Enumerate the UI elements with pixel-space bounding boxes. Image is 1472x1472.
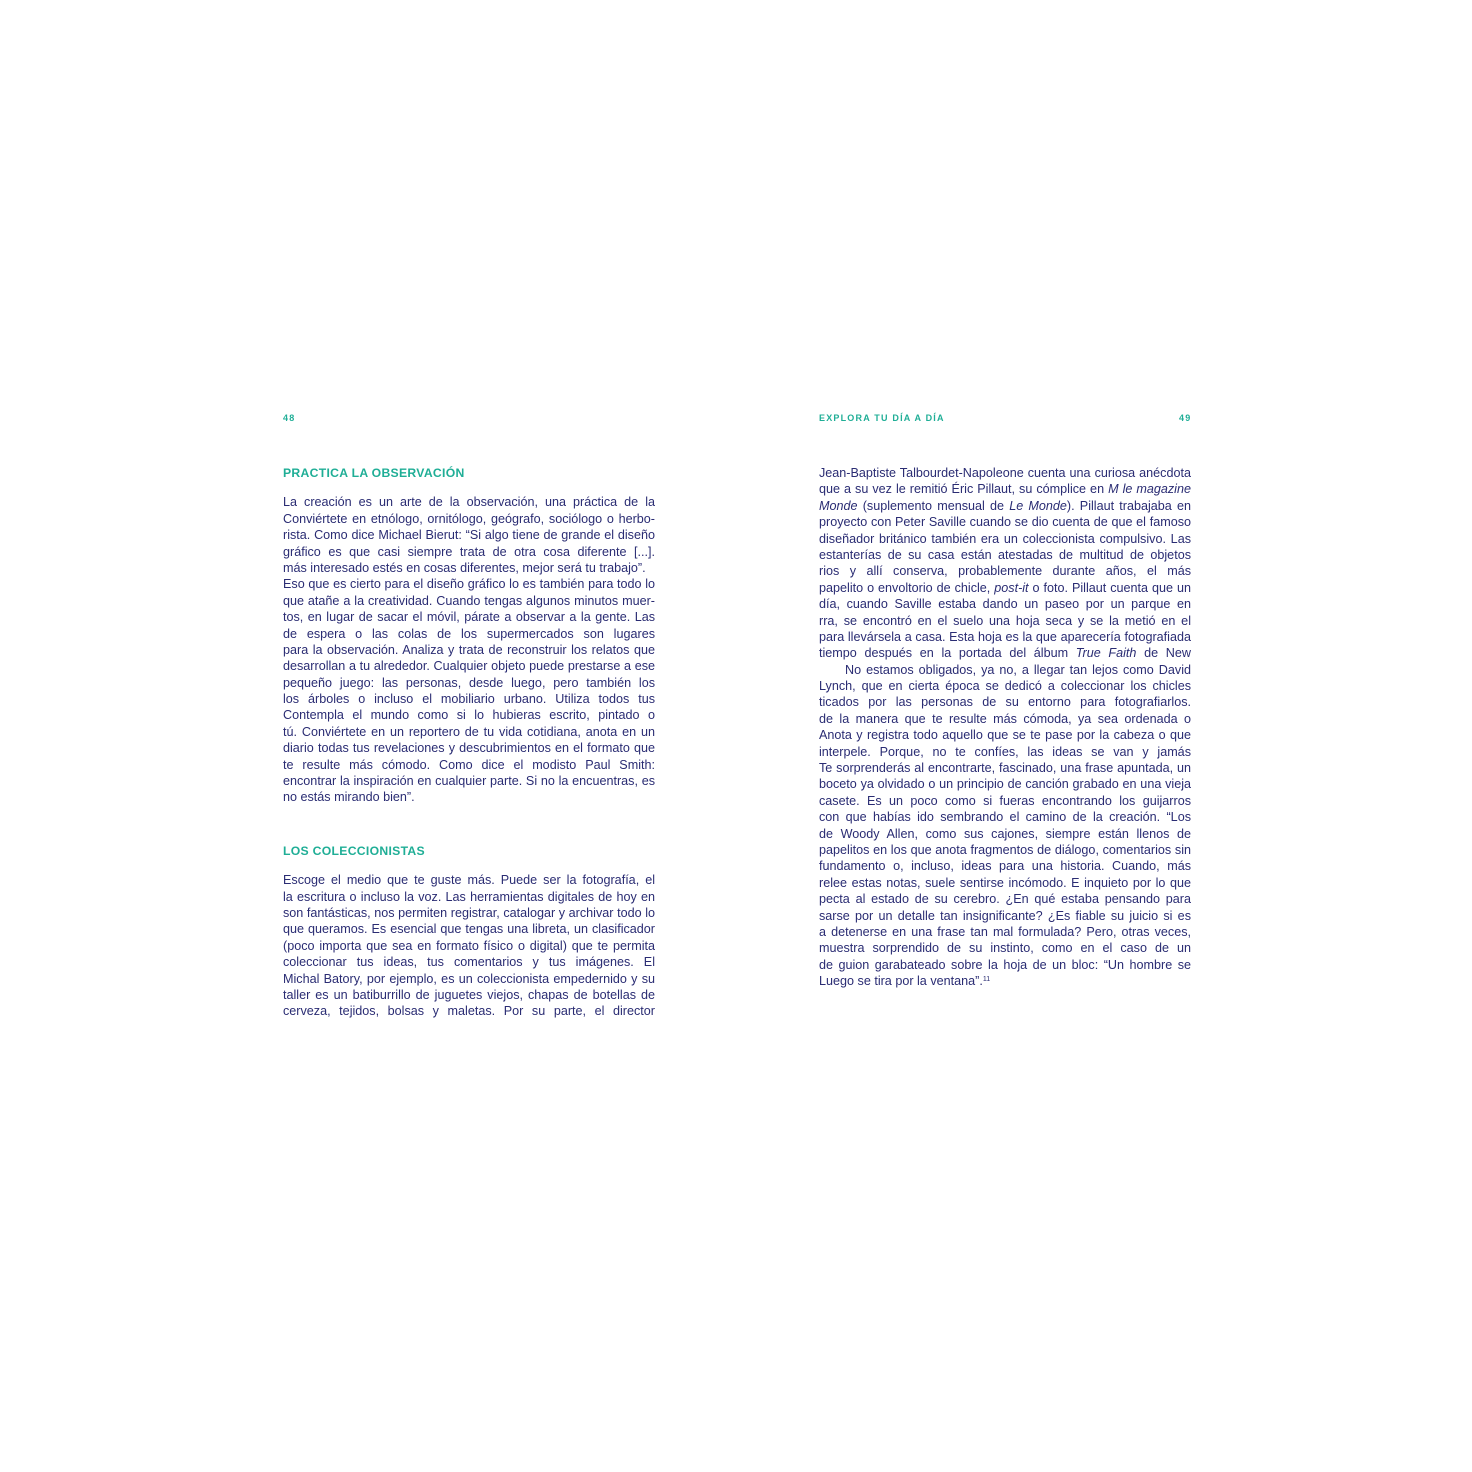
text-line: La creación es un arte de la observación, una práctica de la [283, 495, 655, 510]
text-span: ). Pillaut trabajaba en [1066, 498, 1191, 513]
text-line: Te sorprenderás al encontrarte, fascinado, una frase apuntada, un [819, 761, 1191, 776]
text-line: para llevársela a casa. Esta hoja es la que aparecería fotografiada [819, 629, 1191, 644]
text-line: coleccionar tus ideas, tus comentarios y tus imágenes. El [283, 955, 655, 970]
text-line: boceto ya olvidado o un principio de canción grabado en una vieja [819, 777, 1191, 792]
text-line: los árboles o incluso el mobiliario urbano. Utiliza todos tus [283, 692, 655, 707]
paragraph-saville [819, 465, 1191, 662]
text-span: que a su vez le remitió Éric Pillaut, su cómplice en [819, 482, 1109, 497]
text-line: de Woody Allen, como sus cajones, siempre están llenos de [819, 826, 1191, 841]
text-line: tú. Conviértete en un reportero de tu vida cotidiana, anota en un [283, 724, 655, 739]
section-heading-coleccionistas: LOS COLECCIONISTAS [283, 843, 425, 858]
text-line: que queramos. Es esencial que tengas una libreta, un clasificador [283, 922, 655, 937]
text-line: que atañe a la creatividad. Cuando tengas algunos minutos muer- [283, 593, 655, 608]
text-line [819, 580, 1191, 596]
text-line: a detenerse en una frase tan mal formulada? Pero, otras veces, [819, 924, 1191, 939]
text-line: proyecto con Peter Saville cuando se dio cuenta de que el famoso [819, 515, 1191, 530]
text-line: gráfico es que casi siempre trata de otra cosa diferente [...]. [283, 544, 655, 559]
text-line: pecta al estado de su cerebro. ¿En qué estaba pensando para [819, 892, 1191, 907]
text-line: de la manera que te resulte más cómoda, ya sea ordenada o [819, 711, 1191, 726]
text-line: la escritura o incluso la voz. Las herramientas digitales de hoy en [283, 889, 655, 904]
text-line: diario todas tus revelaciones y descubrimientos en el formato que [283, 741, 655, 756]
italic-title: True Faith [1075, 646, 1137, 661]
section-heading-observacion: PRACTICA LA OBSERVACIÓN [283, 466, 465, 480]
section-body-observacion [283, 494, 655, 805]
left-page-column [283, 465, 655, 1020]
text-line: rra, se encontró en el suelo una hoja seca y se la metió en el [819, 613, 1191, 628]
footnote-ref: 11 [982, 976, 991, 984]
text-span: papelito o envoltorio de chicle, [819, 580, 995, 595]
italic-title: Le Monde [1009, 498, 1067, 513]
text-line: No estamos obligados, ya no, a llegar tan lejos como David [845, 662, 1191, 677]
text-line: son fantásticas, nos permiten registrar, catalogar y archivar todo lo [283, 906, 655, 921]
text-line: (poco importa que sea en formato físico o digital) que te permita [283, 938, 655, 953]
text-line: no estás mirando bien”. [283, 790, 415, 805]
text-line: para la observación. Analiza y trata de reconstruir los relatos que [283, 642, 655, 657]
text-line: Eso que es cierto para el diseño gráfico lo es también para todo lo [283, 577, 655, 592]
text-line [819, 481, 1191, 497]
text-line: sarse por un detalle tan insignificante? ¿Es fiable su juicio si es [819, 908, 1191, 923]
text-line: muestra sorprendido de su instinto, como en el caso de un [819, 941, 1191, 956]
italic-title: Monde [819, 498, 858, 513]
text-line: desarrollan a tu alrededor. Cualquier objeto puede prestarse a ese [283, 659, 655, 674]
text-span: (suplemento mensual de [857, 498, 1010, 513]
page-number-right: 49 [1179, 413, 1192, 423]
text-line: más interesado estés en cosas diferentes, mejor será tu trabajo”. [283, 560, 646, 575]
text-line: Michal Batory, por ejemplo, es un coleccionista empedernido y su [283, 971, 655, 986]
italic-title: M le magazine [1108, 482, 1191, 497]
text-line: pequeño juego: las personas, desde luego, pero también los [283, 675, 655, 690]
text-span: Luego se tira por la ventana”. [819, 974, 983, 989]
text-line: tos, en lugar de sacar el móvil, párate a observar a la gente. Las [283, 610, 655, 625]
text-line: ticados por las personas de su entorno para fotografiarlos. [819, 695, 1191, 710]
text-line: de guion garabateado sobre la hoja de un bloc: “Un hombre se [819, 957, 1191, 972]
text-line: con que habías ido sembrando el camino de la creación. “Los [819, 810, 1191, 825]
text-line: fundamento o, incluso, ideas para una historia. Cuando, más [819, 859, 1191, 874]
right-page-column [819, 465, 1191, 990]
text-span: o foto. Pillaut cuenta que un [1028, 580, 1191, 595]
text-line: Anota y registra todo aquello que se te pase por la cabeza o que [819, 728, 1191, 743]
text-line: Conviértete en etnólogo, ornitólogo, geógrafo, sociólogo o herbo- [283, 511, 655, 526]
italic-term: post-it [994, 580, 1029, 595]
text-line: relee estas notas, suele sentirse incómodo. E inquieto por lo que [819, 875, 1191, 890]
text-line: cerveza, tejidos, bolsas y maletas. Por su parte, el director [283, 1004, 655, 1019]
section-body-coleccionistas [283, 872, 655, 1020]
text-line: Escoge el medio que te guste más. Puede ser la fotografía, el [283, 873, 655, 888]
page-number-left: 48 [283, 413, 296, 423]
text-line: interpele. Porque, no te confíes, las ideas se van y jamás [819, 744, 1191, 759]
text-line: rios y allí conserva, probablemente durante años, el más [819, 564, 1191, 579]
text-line: te resulte más cómodo. Como dice el modisto Paul Smith: [283, 757, 655, 772]
text-line: papelitos en los que anota fragmentos de diálogo, comentarios sin [819, 842, 1191, 857]
text-line: rista. Como dice Michael Bierut: “Si algo tiene de grande el diseño [283, 528, 655, 543]
text-span: tiempo después en la portada del álbum [819, 646, 1076, 661]
text-line: Contempla el mundo como si lo hubieras escrito, pintado o [283, 708, 655, 723]
text-line: casete. Es un poco como si fueras encontrando los guijarros [819, 793, 1191, 808]
text-span: de New [1144, 646, 1191, 661]
text-line: encontrar la inspiración en cualquier parte. Si no la encuentras, es [283, 774, 655, 789]
running-head: EXPLORA TU DÍA A DÍA [819, 413, 945, 423]
text-line: Jean-Baptiste Talbourdet-Napoleone cuenta una curiosa anécdota [819, 466, 1191, 480]
paragraph-lynch [819, 662, 1191, 990]
text-line: estanterías de su casa están atestadas de multitud de objetos [819, 547, 1191, 562]
text-line: Lynch, que en cierta época se dedicó a coleccionar los chicles [819, 679, 1191, 694]
text-line [819, 498, 1191, 514]
text-line: diseñador británico también era un coleccionista compulsivo. Las [819, 531, 1191, 546]
text-line: día, cuando Saville estaba dando un paseo por un parque en [819, 597, 1191, 612]
text-line [819, 973, 1191, 989]
text-line [819, 645, 1191, 661]
text-line: taller es un batiburrillo de juguetes viejos, chapas de botellas de [283, 987, 655, 1002]
text-line: de espera o las colas de los supermercados son lugares [283, 626, 655, 641]
